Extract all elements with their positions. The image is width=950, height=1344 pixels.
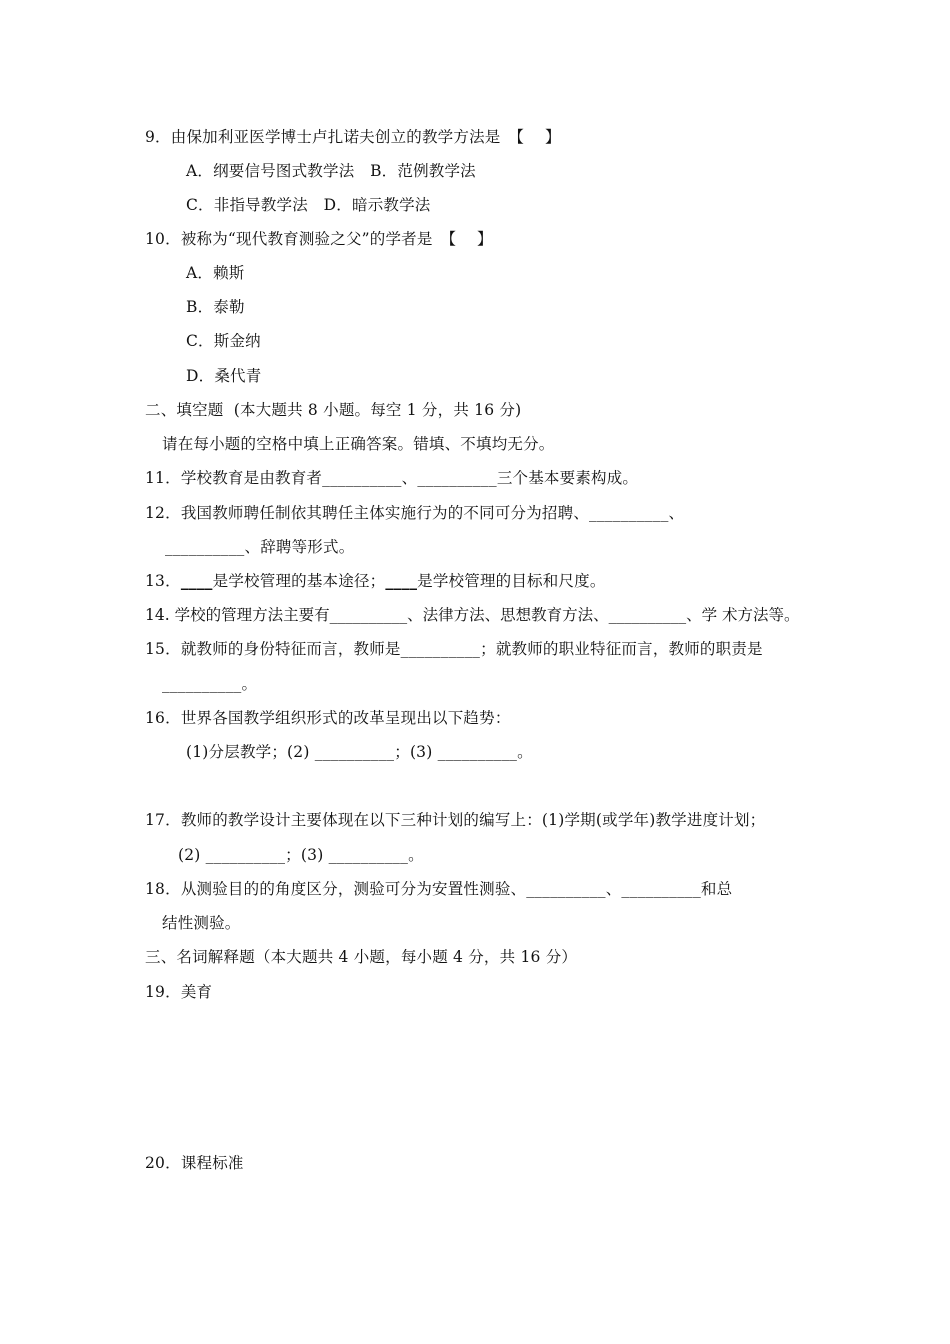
q16-line2: (1)分层教学；(2) __________；(3) __________。 bbox=[186, 743, 533, 761]
q13-blank2: ____ bbox=[385, 571, 418, 590]
q11: 11．学校教育是由教育者__________、__________三个基本要素构成。 bbox=[145, 469, 639, 487]
q10-option-b: B．泰勒 bbox=[186, 298, 245, 316]
q12-line1: 12．我国教师聘任制依其聘任主体实施行为的不同可分为招聘、__________、 bbox=[145, 504, 685, 522]
q18-line2: 结性测验。 bbox=[162, 914, 241, 932]
q9-options-cd: C．非指导教学法 D．暗示教学法 bbox=[186, 196, 431, 214]
section2-instruction: 请在每小题的空格中填上正确答案。错填、不填均无分。 bbox=[162, 435, 555, 453]
q13 bbox=[145, 571, 606, 591]
q9-stem: 9．由保加利亚医学博士卢扎诺夫创立的教学方法是 【 】 bbox=[145, 128, 561, 146]
q17-line2: (2) __________；(3) __________。 bbox=[178, 846, 424, 864]
q14: 14. 学校的管理方法主要有__________、法律方法、思想教育方法、__________、学 术方法等。 bbox=[145, 606, 800, 624]
q18-line1: 18．从测验目的的角度区分，测验可分为安置性测验、__________、__________和总 bbox=[145, 880, 733, 898]
q9-options-ab: A．纲要信号图式教学法 B．范例教学法 bbox=[186, 162, 476, 180]
section2-heading: 二、填空题 (本大题共 8 小题。每空 1 分，共 16 分) bbox=[145, 401, 522, 419]
q17-line1: 17．教师的教学设计主要体现在以下三种计划的编写上：(1)学期(或学年)教学进度计划； bbox=[145, 811, 766, 829]
q15-line2: __________。 bbox=[162, 675, 258, 693]
q16-line1: 16．世界各国教学组织形式的改革呈现出以下趋势： bbox=[145, 709, 511, 727]
q20: 20．课程标准 bbox=[145, 1154, 244, 1172]
q13-part2: 是学校管理的目标和尺度。 bbox=[417, 572, 606, 590]
q10-option-c: C．斯金纳 bbox=[186, 332, 261, 350]
section3-heading: 三、名词解释题（本大题共 4 小题，每小题 4 分，共 16 分） bbox=[145, 948, 578, 966]
q15-line1: 15．就教师的身份特征而言，教师是__________；就教师的职业特征而言，教师的职责是 bbox=[145, 640, 763, 658]
q19: 19．美育 bbox=[145, 983, 213, 1001]
q13-number: 13． bbox=[145, 572, 181, 590]
q10-option-d: D．桑代青 bbox=[186, 367, 262, 385]
q12-line2: __________、辞聘等形式。 bbox=[165, 538, 355, 556]
q13-blank1: ____ bbox=[180, 571, 213, 590]
q10-option-a: A．赖斯 bbox=[186, 264, 245, 282]
q13-part1: 是学校管理的基本途径； bbox=[212, 572, 386, 590]
q10-stem: 10．被称为“现代教育测验之父”的学者是 【 】 bbox=[145, 230, 493, 248]
